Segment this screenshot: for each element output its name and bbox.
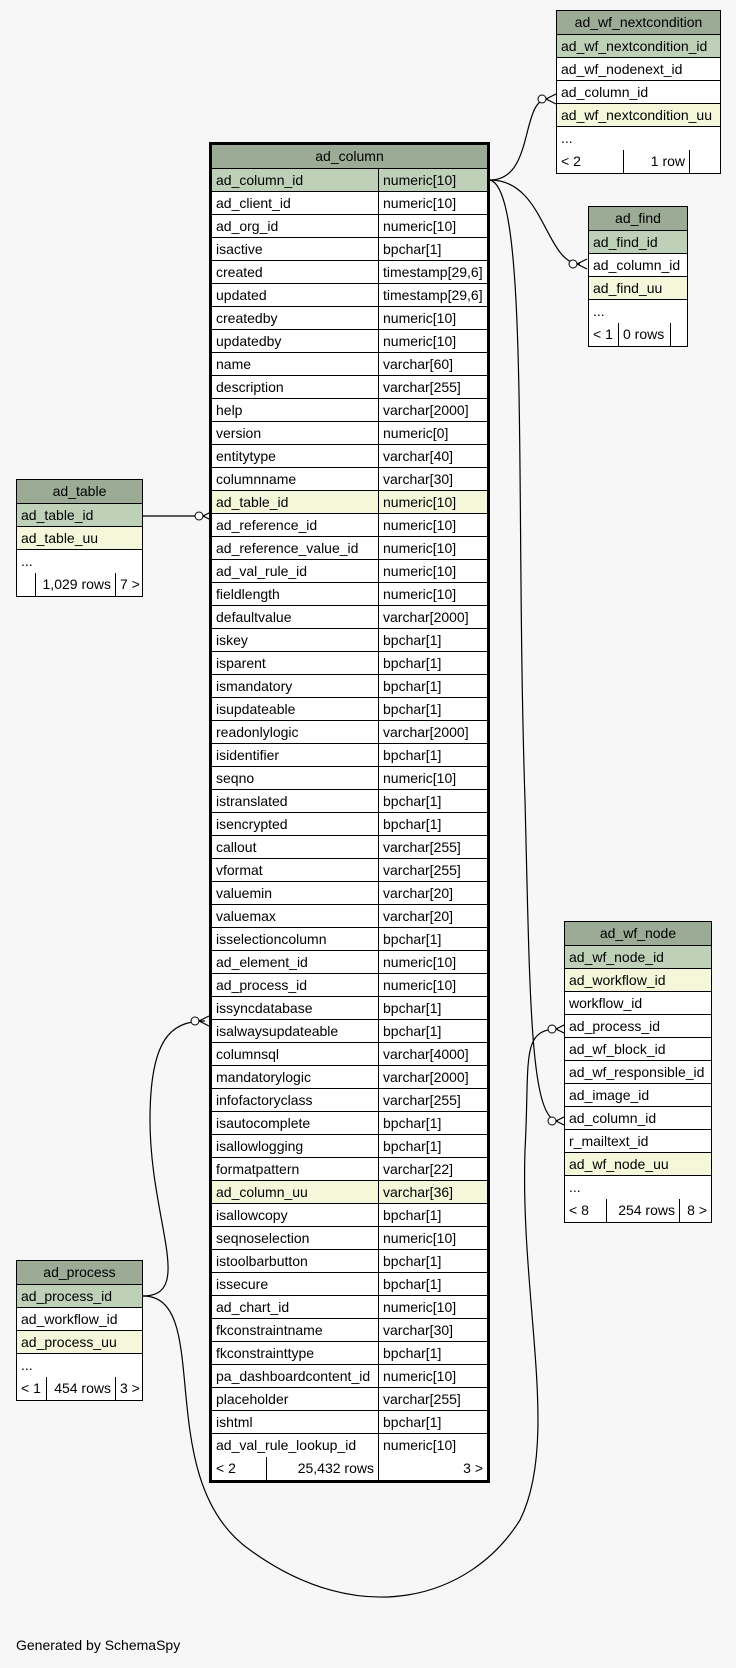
column-name: ad_column_uu (216, 1184, 308, 1200)
column-name: fieldlength (216, 586, 280, 602)
edge-crowfoot (577, 259, 587, 269)
column-row[interactable] (212, 1296, 487, 1319)
column-type: bpchar[1] (378, 629, 487, 651)
column-row[interactable] (212, 514, 487, 537)
column-type: bpchar[1] (378, 238, 487, 260)
column-name: ad_wf_block_id (569, 1041, 666, 1057)
column-type: varchar[30] (378, 1319, 487, 1341)
column-name: description (216, 379, 284, 395)
column-type: bpchar[1] (378, 1135, 487, 1157)
column-type: numeric[10] (378, 1365, 487, 1387)
column-name: seqno (216, 770, 255, 786)
column-row[interactable] (565, 1153, 711, 1176)
column-row[interactable] (212, 353, 487, 376)
column-name: callout (216, 839, 257, 855)
edge-ad-wf-node-column (490, 180, 558, 1121)
column-name: ad_wf_nextcondition_uu (561, 107, 713, 123)
column-type: bpchar[1] (378, 652, 487, 674)
column-type: bpchar[1] (378, 1411, 487, 1433)
column-row[interactable] (212, 215, 487, 238)
column-row[interactable] (212, 1158, 487, 1181)
table-title[interactable]: ad_process (17, 1261, 142, 1285)
column-list (557, 35, 720, 150)
column-name: defaultvalue (216, 609, 292, 625)
column-name: ad_column_id (216, 172, 304, 188)
column-name: ad_val_rule_id (216, 563, 308, 579)
column-name: ad_wf_node_uu (569, 1156, 669, 1172)
column-type: varchar[40] (378, 445, 487, 467)
column-row[interactable] (212, 606, 487, 629)
column-list (212, 169, 487, 1457)
column-type: bpchar[1] (378, 698, 487, 720)
column-name: pa_dashboardcontent_id (216, 1368, 371, 1384)
column-row[interactable] (212, 1434, 487, 1457)
column-type: timestamp[29,6] (378, 284, 487, 306)
column-type: numeric[10] (378, 330, 487, 352)
column-name: updatedby (216, 333, 282, 349)
column-type: varchar[255] (378, 836, 487, 858)
column-name: ad_table_uu (21, 530, 99, 546)
parents-link[interactable] (17, 573, 35, 596)
column-type: bpchar[1] (378, 1342, 487, 1364)
column-type: bpchar[1] (378, 1273, 487, 1295)
column-row[interactable] (565, 1107, 711, 1130)
column-name: ad_find_uu (593, 280, 663, 296)
column-row[interactable] (212, 1250, 487, 1273)
column-name: isautocomplete (216, 1115, 311, 1131)
column-name: ad_reference_value_id (216, 540, 359, 556)
column-name: ad_element_id (216, 954, 308, 970)
column-type: varchar[2000] (378, 721, 487, 743)
column-name: iskey (216, 632, 248, 648)
column-type: bpchar[1] (378, 1112, 487, 1134)
column-row[interactable] (17, 550, 142, 573)
column-type: numeric[10] (378, 491, 487, 513)
column-type: numeric[10] (378, 192, 487, 214)
column-row[interactable] (212, 376, 487, 399)
column-row[interactable] (212, 1204, 487, 1227)
generator-credit: Generated by SchemaSpy (16, 1637, 181, 1653)
column-name: readonlylogic (216, 724, 299, 740)
table-ad-find[interactable] (588, 206, 688, 347)
column-name: isalwaysupdateable (216, 1023, 339, 1039)
column-row[interactable] (565, 1130, 711, 1153)
column-row[interactable] (565, 946, 711, 969)
column-row[interactable] (565, 1015, 711, 1038)
column-row[interactable] (212, 192, 487, 215)
children-link[interactable] (689, 150, 720, 173)
column-type: bpchar[1] (378, 675, 487, 697)
column-type: varchar[20] (378, 882, 487, 904)
edge-crowfoot (199, 1016, 209, 1026)
column-row[interactable] (589, 300, 687, 323)
column-row[interactable] (212, 1089, 487, 1112)
parents-link[interactable]: < 1 (593, 326, 613, 342)
column-name: ad_column_id (569, 1110, 657, 1126)
column-name: isallowcopy (216, 1207, 288, 1223)
column-row[interactable] (17, 527, 142, 550)
column-row[interactable] (212, 1227, 487, 1250)
column-name: createdby (216, 310, 278, 326)
column-type: numeric[10] (378, 307, 487, 329)
column-name: workflow_id (569, 995, 643, 1011)
edge-end-circle (548, 1025, 556, 1033)
column-name: ad_find_id (593, 234, 658, 250)
column-name: fkconstrainttype (216, 1345, 315, 1361)
column-row[interactable] (212, 307, 487, 330)
edge-crowfoot (546, 94, 556, 104)
column-type: numeric[10] (378, 537, 487, 559)
column-row[interactable] (212, 928, 487, 951)
column-list (589, 231, 687, 323)
column-name: issecure (216, 1276, 269, 1292)
children-link[interactable]: 8 > (679, 1199, 711, 1222)
column-name: ad_wf_responsible_id (569, 1064, 705, 1080)
column-type: varchar[30] (378, 468, 487, 490)
column-row[interactable] (212, 767, 487, 790)
column-row[interactable] (565, 969, 711, 992)
column-type: numeric[10] (378, 1434, 487, 1457)
column-row[interactable] (557, 58, 720, 81)
column-name: valuemin (216, 885, 273, 901)
column-row[interactable] (212, 284, 487, 307)
column-row[interactable] (212, 997, 487, 1020)
column-name: ad_workflow_id (21, 1311, 118, 1327)
column-type: bpchar[1] (378, 790, 487, 812)
column-name: vformat (216, 862, 263, 878)
column-type: varchar[2000] (378, 1066, 487, 1088)
column-row[interactable] (212, 261, 487, 284)
edge-end-circle (569, 260, 577, 268)
table-ad-wf-node[interactable] (564, 921, 712, 1223)
column-name: isidentifier (216, 747, 280, 763)
column-name: isparent (216, 655, 266, 671)
column-name: isallowlogging (216, 1138, 304, 1154)
column-row[interactable] (212, 1135, 487, 1158)
column-row[interactable] (212, 1112, 487, 1135)
column-name: formatpattern (216, 1161, 300, 1177)
edge-end-circle (191, 1017, 199, 1025)
parents-link[interactable]: < 1 (21, 1380, 41, 1396)
column-row[interactable] (212, 675, 487, 698)
column-name: ... (21, 553, 33, 569)
column-name: valuemax (216, 908, 276, 924)
column-name: isactive (216, 241, 263, 257)
column-name: isupdateable (216, 701, 296, 717)
column-row[interactable] (212, 721, 487, 744)
column-row[interactable] (212, 859, 487, 882)
column-row[interactable] (557, 127, 720, 150)
column-row[interactable] (212, 1365, 487, 1388)
table-title[interactable]: ad_column (212, 145, 487, 169)
column-type: varchar[60] (378, 353, 487, 375)
table-footer (557, 150, 720, 173)
column-name: ad_reference_id (216, 517, 318, 533)
table-ad-process[interactable] (16, 1260, 143, 1401)
column-list (565, 946, 711, 1199)
column-row[interactable] (212, 537, 487, 560)
column-row[interactable] (212, 698, 487, 721)
column-row[interactable] (589, 254, 687, 277)
column-row[interactable] (212, 652, 487, 675)
column-row[interactable] (17, 1308, 142, 1331)
column-type: bpchar[1] (378, 1020, 487, 1042)
column-row[interactable] (212, 238, 487, 261)
column-type: bpchar[1] (378, 997, 487, 1019)
column-row[interactable] (212, 422, 487, 445)
children-link[interactable] (670, 323, 687, 346)
parents-link[interactable]: < 8 (569, 1202, 589, 1218)
table-footer (17, 573, 142, 596)
column-name: fkconstraintname (216, 1322, 323, 1338)
column-name: ad_workflow_id (569, 972, 666, 988)
column-type: numeric[10] (378, 169, 487, 191)
column-type: bpchar[1] (378, 744, 487, 766)
column-row[interactable] (212, 813, 487, 836)
column-row[interactable] (212, 1319, 487, 1342)
column-row[interactable] (212, 491, 487, 514)
column-type: varchar[255] (378, 1089, 487, 1111)
column-name: help (216, 402, 243, 418)
edge-end-circle (548, 1117, 556, 1125)
column-row[interactable] (17, 504, 142, 527)
row-count: 254 rows (606, 1199, 679, 1222)
edge-end-circle (195, 512, 203, 520)
column-row[interactable] (212, 882, 487, 905)
column-name: columnname (216, 471, 297, 487)
column-name: ... (569, 1179, 581, 1195)
column-row[interactable] (565, 1038, 711, 1061)
table-footer (565, 1199, 711, 1222)
column-row[interactable] (212, 1181, 487, 1204)
column-type: numeric[0] (378, 422, 487, 444)
column-name: isencrypted (216, 816, 288, 832)
column-name: ad_process_id (216, 977, 308, 993)
column-row[interactable] (212, 629, 487, 652)
column-name: ad_table_id (216, 494, 289, 510)
column-type: timestamp[29,6] (378, 261, 487, 283)
column-name: ... (561, 130, 573, 146)
column-type: varchar[255] (378, 376, 487, 398)
column-name: mandatorylogic (216, 1069, 311, 1085)
column-type: varchar[2000] (378, 399, 487, 421)
children-link[interactable]: 7 > (115, 573, 142, 596)
column-name: infofactoryclass (216, 1092, 313, 1108)
column-row[interactable] (212, 1273, 487, 1296)
column-name: ad_column_id (561, 84, 649, 100)
column-row[interactable] (589, 231, 687, 254)
edge-ad-find (490, 180, 580, 264)
column-type: numeric[10] (378, 951, 487, 973)
column-row[interactable] (565, 1176, 711, 1199)
children-link[interactable]: 3 > (378, 1457, 487, 1480)
edge-ad-process-column (143, 1021, 205, 1296)
column-row[interactable] (557, 81, 720, 104)
column-row[interactable] (212, 905, 487, 928)
row-count: 0 rows (618, 323, 670, 346)
column-list (17, 504, 142, 573)
column-name: ad_column_id (593, 257, 681, 273)
column-row[interactable] (17, 1331, 142, 1354)
column-name: ad_process_id (21, 1288, 113, 1304)
row-count: 1 row (623, 150, 689, 173)
column-type: varchar[2000] (378, 606, 487, 628)
column-name: entitytype (216, 448, 276, 464)
column-type: numeric[10] (378, 1296, 487, 1318)
column-row[interactable] (212, 790, 487, 813)
column-row[interactable] (212, 836, 487, 859)
column-row[interactable] (557, 35, 720, 58)
column-name: updated (216, 287, 267, 303)
column-name: ad_wf_nextcondition_id (561, 38, 708, 54)
column-name: ad_wf_nodenext_id (561, 61, 683, 77)
column-type: numeric[10] (378, 583, 487, 605)
column-type: numeric[10] (378, 215, 487, 237)
table-title[interactable]: ad_table (17, 480, 142, 504)
column-row[interactable] (212, 560, 487, 583)
column-type: numeric[10] (378, 1227, 487, 1249)
column-type: bpchar[1] (378, 928, 487, 950)
column-name: ad_image_id (569, 1087, 650, 1103)
column-row[interactable] (212, 330, 487, 353)
column-row[interactable] (17, 1285, 142, 1308)
column-row[interactable] (212, 399, 487, 422)
column-row[interactable] (565, 1061, 711, 1084)
column-row[interactable] (212, 583, 487, 606)
edge-end-circle (538, 95, 546, 103)
column-row[interactable] (212, 1388, 487, 1411)
column-name: issyncdatabase (216, 1000, 313, 1016)
table-title[interactable]: ad_wf_node (565, 922, 711, 946)
column-row[interactable] (212, 1043, 487, 1066)
column-type: numeric[10] (378, 767, 487, 789)
column-name: version (216, 425, 262, 441)
column-type: varchar[255] (378, 1388, 487, 1410)
column-row[interactable] (212, 974, 487, 997)
table-footer (17, 1377, 142, 1400)
column-name: ishtml (216, 1414, 253, 1430)
column-name: ad_wf_node_id (569, 949, 664, 965)
column-row[interactable] (212, 744, 487, 767)
column-row[interactable] (212, 445, 487, 468)
column-name: r_mailtext_id (569, 1133, 649, 1149)
column-list (17, 1285, 142, 1377)
row-count: 25,432 rows (266, 1457, 378, 1480)
table-footer (212, 1457, 487, 1480)
column-name: columnsql (216, 1046, 280, 1062)
column-type: numeric[10] (378, 560, 487, 582)
column-row[interactable] (212, 468, 487, 491)
children-link[interactable]: 3 > (115, 1377, 142, 1400)
column-type: varchar[4000] (378, 1043, 487, 1065)
column-row[interactable] (17, 1354, 142, 1377)
column-name: isselectioncolumn (216, 931, 327, 947)
parents-link[interactable]: < 2 (561, 153, 581, 169)
column-name: name (216, 356, 252, 372)
table-ad-column[interactable] (209, 142, 490, 1483)
parents-link[interactable]: < 2 (216, 1460, 236, 1476)
column-name: ismandatory (216, 678, 293, 694)
table-ad-table[interactable] (16, 479, 143, 597)
column-row[interactable] (212, 169, 487, 192)
column-type: bpchar[1] (378, 1250, 487, 1272)
column-row[interactable] (212, 1020, 487, 1043)
column-type: varchar[36] (378, 1181, 487, 1203)
column-name: ... (21, 1357, 33, 1373)
column-type: bpchar[1] (378, 1204, 487, 1226)
column-row[interactable] (589, 277, 687, 300)
column-type: numeric[10] (378, 514, 487, 536)
column-type: varchar[20] (378, 905, 487, 927)
row-count: 1,029 rows (35, 573, 115, 596)
column-name: ad_chart_id (216, 1299, 290, 1315)
column-row[interactable] (557, 104, 720, 127)
column-row[interactable] (212, 951, 487, 974)
column-name: ad_val_rule_lookup_id (216, 1437, 357, 1453)
row-count: 454 rows (46, 1377, 115, 1400)
column-name: ad_process_id (569, 1018, 661, 1034)
column-name: ad_process_uu (21, 1334, 117, 1350)
column-name: created (216, 264, 263, 280)
column-type: bpchar[1] (378, 813, 487, 835)
column-type: varchar[22] (378, 1158, 487, 1180)
column-row[interactable] (212, 1342, 487, 1365)
table-title[interactable]: ad_find (589, 207, 687, 231)
column-name: ad_client_id (216, 195, 291, 211)
table-title[interactable]: ad_wf_nextcondition (557, 11, 720, 35)
column-row[interactable] (212, 1066, 487, 1089)
column-name: seqnoselection (216, 1230, 310, 1246)
table-ad-wf-nextcondition[interactable] (556, 10, 721, 174)
column-name: istranslated (216, 793, 288, 809)
column-type: numeric[10] (378, 974, 487, 996)
column-name: ad_org_id (216, 218, 279, 234)
table-footer (589, 323, 687, 346)
edge-ad-wf-nextcondition (490, 99, 548, 180)
column-row[interactable] (565, 992, 711, 1015)
column-name: ad_table_id (21, 507, 94, 523)
column-name: ... (593, 303, 605, 319)
column-name: istoolbarbutton (216, 1253, 308, 1269)
column-row[interactable] (212, 1411, 487, 1434)
column-name: placeholder (216, 1391, 289, 1407)
column-row[interactable] (565, 1084, 711, 1107)
column-type: varchar[255] (378, 859, 487, 881)
